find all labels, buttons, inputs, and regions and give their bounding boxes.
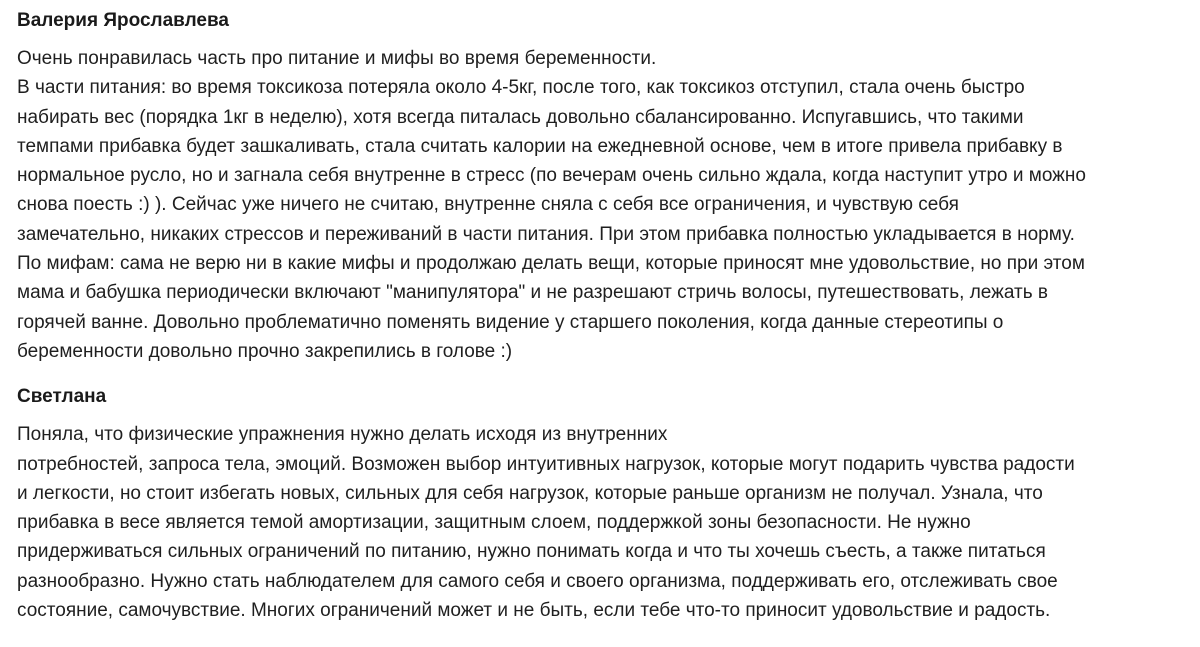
review-text-line: горячей ванне. Довольно проблематично поменять видение у старшего поколения, когда данные стереотипы о xyxy=(17,311,1004,333)
review-text-line: мама и бабушка периодически включают "манипулятора" и не разрешают стричь волосы, путешествовать, лежать в xyxy=(17,282,1048,304)
review-text-line: придерживаться сильных ограничений по питанию, нужно понимать когда и что ты хочешь съесть, а также питаться xyxy=(17,541,1046,563)
review-text-line: По мифам: сама не верю ни в какие мифы и продолжаю делать вещи, которые приносят мне удовольствие, но при этом xyxy=(17,253,1085,275)
review-text-line: снова поесть :) ). Сейчас уже ничего не считаю, внутренне сняла с себя все ограничения, и чувствую себя xyxy=(17,194,959,216)
review-text-line: Поняла, что физические упражнения нужно делать исходя из внутренних xyxy=(17,424,668,446)
review-text-line: и легкости, но стоит избегать новых, сильных для себя нагрузок, которые раньше организм не получал. Узнала, что xyxy=(17,482,1043,504)
review-text-line: темпами прибавка будет зашкаливать, стала считать калории на ежедневной основе, чем в итоге привела прибавку в xyxy=(17,135,1063,157)
review-text-line: разнообразно. Нужно стать наблюдателем для самого себя и своего организма, поддерживать его, отслеживать свое xyxy=(17,570,1058,592)
review-text-line: Очень понравилась часть про питание и мифы во время беременности. xyxy=(17,48,657,69)
review-text-line: состояние, самочувствие. Многих ограничений может и не быть, если тебе что-то приносит удовольствие и радость. xyxy=(17,600,1051,622)
review-author: Светлана xyxy=(17,386,107,408)
review-text-line: беременности довольно прочно закрепились в голове :) xyxy=(17,340,513,362)
review-text-line: прибавка в весе является темой амортизации, защитным слоем, поддержкой зоны безопасности. Не нужно xyxy=(17,512,971,534)
review-text-line: набирать вес (порядка 1кг в неделю), хотя всегда питалась довольно сбалансированно. Испугавшись, что такими xyxy=(17,106,1024,128)
review-text-line: потребностей, запроса тела, эмоций. Возможен выбор интуитивных нагрузок, которые могут подарить чувства радости xyxy=(17,453,1075,475)
reviews-list xyxy=(17,6,1193,641)
review-text-line: нормальное русло, но и загнала себя внутренне в стресс (по вечерам очень сильно ждала, когда наступит утро и можно xyxy=(17,165,1086,187)
review-text xyxy=(17,44,1193,366)
review-item xyxy=(17,382,1193,625)
review-author: Валерия Ярославлева xyxy=(17,10,229,31)
review-text xyxy=(17,420,1193,625)
review-text-line: В части питания: во время токсикоза потеряла около 4-5кг, после того, как токсикоз отступил, стала очень быстро xyxy=(17,77,1025,99)
review-item xyxy=(17,6,1193,366)
review-text-line: замечательно, никаких стрессов и переживаний в части питания. При этом прибавка полностью укладывается в норму. xyxy=(17,223,1075,245)
